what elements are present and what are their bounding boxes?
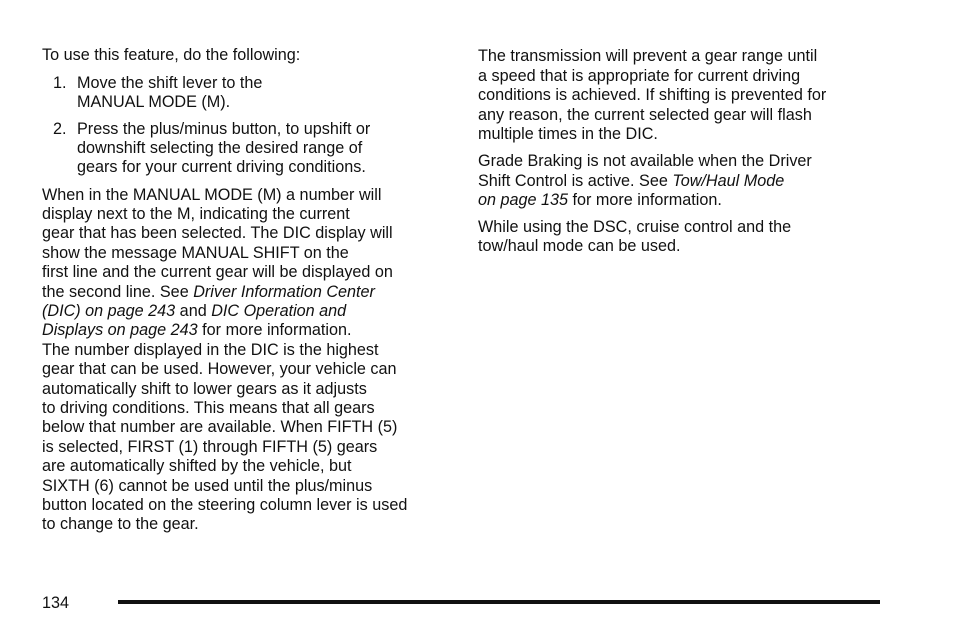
step-number: 2.	[53, 120, 67, 138]
paragraph-text: Shift Control is active. See	[478, 172, 673, 190]
paragraph-line: are automatically shifted by the vehicle, but	[42, 457, 352, 475]
intro-text: To use this feature, do the following:	[42, 46, 301, 64]
paragraph-line: SIXTH (6) cannot be used until the plus/minus	[42, 477, 373, 495]
paragraph-text: for more information.	[568, 191, 722, 209]
dic-operation-reference-link[interactable]: DIC Operation and	[211, 302, 347, 320]
footer-rule	[118, 600, 880, 604]
paragraph-line: Grade Braking is not available when the Driver	[478, 152, 812, 170]
paragraph-line	[42, 321, 352, 341]
tow-haul-reference-link[interactable]: Tow/Haul Mode	[672, 172, 785, 190]
paragraph-line: first line and the current gear will be displayed on	[42, 263, 393, 281]
step-text-line: MANUAL MODE (M).	[77, 93, 231, 111]
paragraph-line: gear that can be used. However, your vehicle can	[42, 360, 397, 378]
dic-reference-link[interactable]: (DIC) on page 243	[42, 302, 176, 320]
step-text-line: Move the shift lever to the	[77, 74, 263, 92]
paragraph-line: button located on the steering column lever is used	[42, 496, 408, 514]
paragraph-line: When in the MANUAL MODE (M) a number will	[42, 186, 382, 204]
page-number: 134	[42, 594, 70, 612]
paragraph-line: The transmission will prevent a gear range until	[478, 47, 818, 65]
dic-operation-reference-link[interactable]: Displays on page 243	[42, 321, 198, 339]
paragraph-line: automatically shift to lower gears as it adjusts	[42, 380, 367, 398]
dic-reference-link[interactable]: Driver Information Center	[193, 283, 375, 301]
paragraph-line: multiple times in the DIC.	[478, 125, 658, 143]
paragraph-line: to change to the gear.	[42, 515, 199, 533]
paragraph-line: below that number are available. When FIFTH (5)	[42, 418, 398, 436]
paragraph-line: to driving conditions. This means that all gears	[42, 399, 375, 417]
paragraph-line: While using the DSC, cruise control and the	[478, 218, 792, 236]
paragraph-line: show the message MANUAL SHIFT on the	[42, 244, 349, 262]
paragraph-line: tow/haul mode can be used.	[478, 237, 681, 255]
paragraph-line	[478, 191, 722, 211]
paragraph-line: a speed that is appropriate for current driving	[478, 67, 801, 85]
paragraph-line	[42, 283, 375, 303]
paragraph-line: conditions is achieved. If shifting is prevented for	[478, 86, 827, 104]
paragraph-text: and	[175, 302, 212, 320]
step-text-line: downshift selecting the desired range of	[77, 139, 363, 157]
step-text-line: Press the plus/minus button, to upshift or	[77, 120, 371, 138]
paragraph-text: the second line. See	[42, 283, 194, 301]
paragraph-text: for more information.	[197, 321, 352, 339]
paragraph-line: any reason, the current selected gear will flash	[478, 106, 812, 124]
tow-haul-reference-link[interactable]: on page 135	[478, 191, 569, 209]
paragraph-line: display next to the M, indicating the current	[42, 205, 350, 223]
paragraph-line: is selected, FIRST (1) through FIFTH (5) gears	[42, 438, 378, 456]
paragraph-line	[42, 302, 346, 322]
paragraph-line	[478, 172, 784, 192]
paragraph-line: The number displayed in the DIC is the highest	[42, 341, 379, 359]
paragraph-line: gear that has been selected. The DIC display will	[42, 224, 393, 242]
step-text-line: gears for your current driving conditions.	[77, 158, 366, 176]
step-number: 1.	[53, 74, 67, 92]
